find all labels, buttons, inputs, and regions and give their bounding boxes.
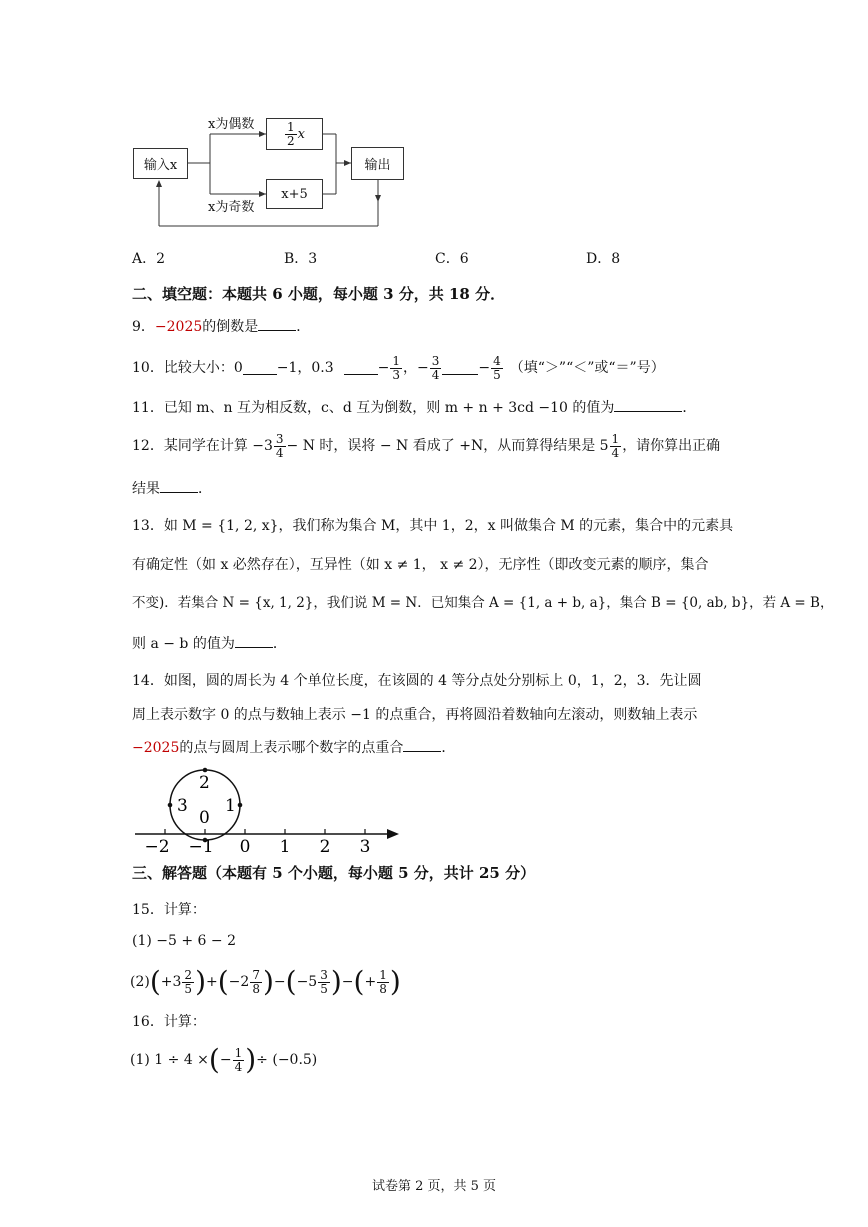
question-12-line2: 结果 ． [132, 481, 212, 497]
option-b: B．3 [284, 251, 318, 267]
question-15-part1: (1) −5 + 6 − 2 [132, 933, 236, 949]
circle-label-1: 1 [225, 796, 236, 816]
page-footer: 试卷第 2 页，共 5 页 [371, 1179, 497, 1194]
question-13-line1: 13．如 M = {1, 2, x}，我们称为集合 M，其中 1，2，x 叫做集合 M 的元素，集合中的元素具 [132, 518, 734, 534]
circle-label-2: 2 [199, 773, 210, 793]
half-x-box: $\frac{1}{2}$ x [266, 118, 323, 150]
input-label: 输入x [143, 158, 178, 173]
axis-label-3: 3 [359, 837, 371, 857]
question-14-line2: 周上表示数字 0 的点与数轴上表示 −1 的点重合，再将圆沿着数轴向左滚动，则数轴上表示 [132, 707, 698, 723]
question-13-line2: 有确定性（如 x 必然存在），互异性（如 x ≠ 1， x ≠ 2），无序性（即改变元素的顺序，集合 [132, 557, 709, 573]
axis-label-1: 1 [279, 837, 291, 857]
axis-label-0: 0 [239, 837, 251, 857]
question-11: 11．已知 m、n 互为相反数，c、d 互为倒数，则 m + n + 3cd −10 的值为 ． [132, 400, 697, 416]
circle-number-line-figure [125, 760, 415, 858]
question-13-line3: 不变)．若集合 N = {x, 1, 2}，我们说 M = N．已知集合 A = {1, a + b, a}，集合 B = {0, ab, b}，若 A = B， [132, 595, 834, 611]
axis-label-2: 2 [319, 837, 331, 857]
output-label: 输出 [364, 158, 391, 173]
odd-label: x为奇数 [208, 200, 255, 215]
option-a: A．2 [132, 251, 166, 267]
circle-label-0: 0 [199, 808, 210, 828]
question-15-title: 15．计算： [132, 902, 206, 918]
section3-title: 三、解答题（本题有 5 个小题，每小题 5 分，共计 25 分） [132, 864, 536, 882]
input-box [133, 148, 188, 179]
axis-label-neg2: −2 [144, 837, 170, 857]
axis-label-neg1: −1 [188, 837, 214, 857]
question-14-line1: 14．如图，圆的周长为 4 个单位长度，在该圆的 4 等分点处分别标上 0，1，2，3．先让圆 [132, 673, 702, 689]
question-9: 9．−2025的倒数是 ． [132, 319, 311, 335]
half-fraction: $\frac{1}{2}$ [287, 119, 295, 148]
flowchart-lines [0, 0, 868, 240]
question-16-title: 16．计算： [132, 1014, 206, 1030]
circle-label-3: 3 [177, 796, 188, 816]
question-14-line3: −2025的点与圆周上表示哪个数字的点重合 ． [132, 740, 456, 756]
even-label: x为偶数 [208, 117, 255, 132]
question-15-part2: (2) ( +3 $\frac{2}{5}$ ) + ( −2 $\frac{7}{8}$ ) − ( −5 $\frac{3}{5}$ ) − ( + $\frac{1}{8}$ ) [130, 965, 401, 998]
question-10: 10．比较大小：0 −1，0.3 − $\frac{1}{3}$ ，− $\frac{3}{4}$ − $\frac{4}{5}$ （填“＞”“＜”或“＝”号） [132, 353, 665, 382]
question-13-line4: 则 a − b 的值为 ． [132, 636, 287, 652]
option-c: C．6 [435, 251, 469, 267]
section2-title: 二、填空题：本题共 6 小题，每小题 3 分，共 18 分． [132, 285, 506, 303]
question-16-part1: (1) 1 ÷ 4 × ( − $\frac{1}{4}$ ) ÷ (−0.5) [130, 1043, 318, 1076]
question-12: 12．某同学在计算 −3 $\frac{3}{4}$ − N 时，误将 − N 看成了 +N，从而算得结果是 5 $\frac{1}{4}$ ，请你算出正确 [132, 431, 721, 460]
plus-five-label: x+5 [281, 186, 308, 202]
plus-five-box [266, 179, 323, 209]
option-d: D．8 [586, 251, 621, 267]
output-box [351, 147, 404, 180]
